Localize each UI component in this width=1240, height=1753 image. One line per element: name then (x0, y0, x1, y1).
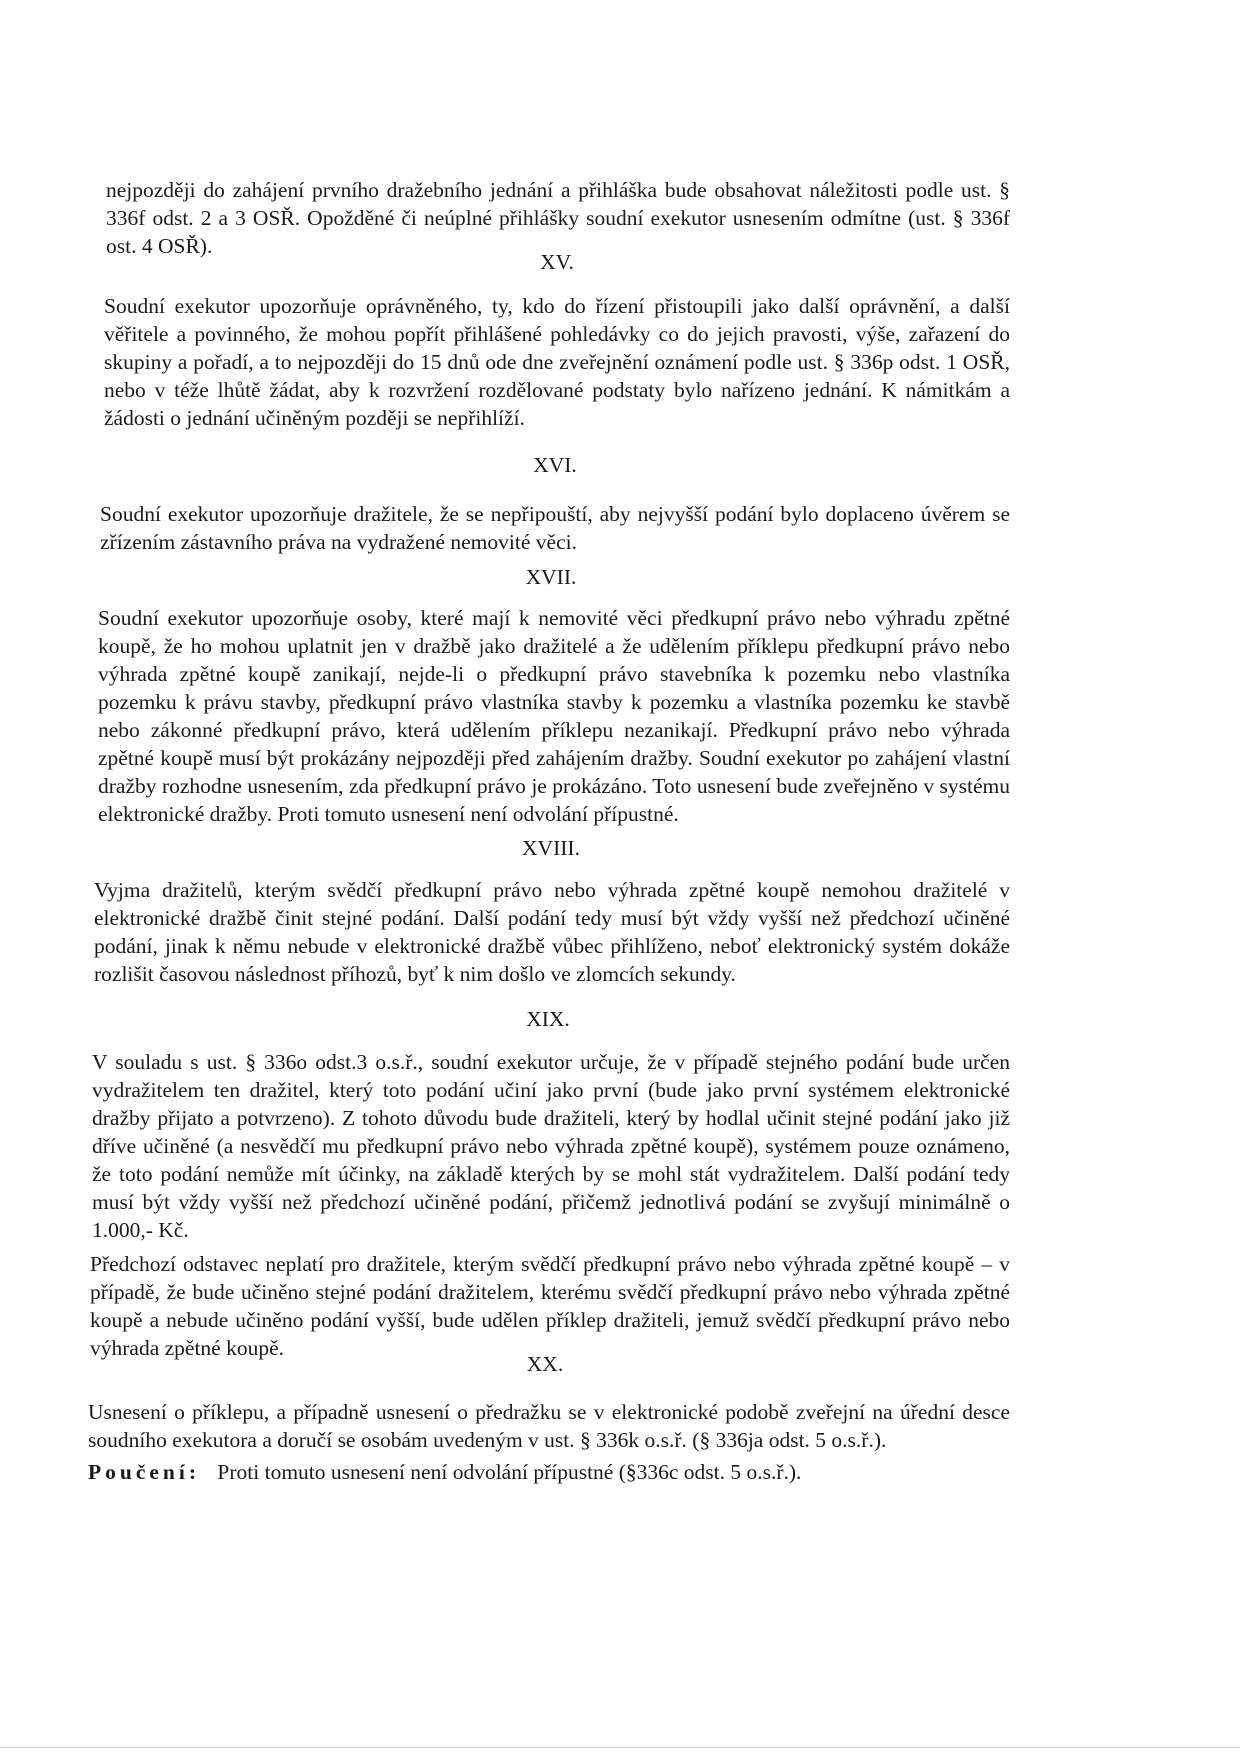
section-xix-paragraph-1: V souladu s ust. § 336o odst.3 o.s.ř., soudní exekutor určuje, že v případě stejného podání bude určen vydražitelem ten dražitel, který toto podání učiní jako první (bude jako první systémem elektronické dražby přijato a potvrzeno). Z tohoto důvodu bude dražiteli, který by hodlal učinit stejné podání jako již dříve učiněné (a nesvědčí mu předkupní právo nebo výhrada zpětné koupě), systémem pouze oznámeno, že toto podání nemůže mít účinky, na základě kterých by se mohl stát vydražitelem. Další podání tedy musí být vždy vyšší než předchozí učiněné podání, přičemž jednotlivá podání se zvyšují minimálně o 1.000,- Kč. (92, 1050, 1010, 1242)
section-xx-paragraph: Usnesení o příklepu, a případně usnesení o předražku se v elektronické podobě zveřejní na úřední desce soudního exekutora a doručí se osobám uvedeným v ust. § 336k o.s.ř. (§ 336ja odst. 5 o.s.ř.). (88, 1400, 1010, 1452)
section-xvii-paragraph: Soudní exekutor upozorňuje osoby, které mají k nemovité věci předkupní právo nebo výhradu zpětné koupě, že ho mohou uplatnit jen v dražbě jako dražitelé a že udělením příklepu předkupní právo nebo výhrada zpětné koupě zanikají, nejde-li o předkupní právo stavebníka k pozemku nebo vlastníka pozemku k právu stavby, předkupní právo vlastníka stavby k pozemku a vlastníka pozemku ke stavbě nebo zákonné předkupní právo, která udělením příklepu nezanikají. Předkupní právo nebo výhrada zpětné koupě musí být prokázány nejpozději před zahájením dražby. Soudní exekutor po zahájení vlastní dražby rozhodne usnesením, zda předkupní právo je prokázáno. Toto usnesení bude zveřejněno v systému elektronické dražby. Proti tomuto usnesení není odvolání přípustné. (98, 606, 1010, 826)
section-heading-xv: XV. (540, 250, 574, 274)
section-heading-xviii: XVIII. (522, 836, 580, 860)
intro-paragraph: nejpozději do zahájení prvního dražebního jednání a přihláška bude obsahovat náležitosti podle ust. § 336f odst. 2 a 3 OSŘ. Opožděné či neúplné přihlášky soudní exekutor usnesením odmítne (ust. § 336f ost. 4 OSŘ). (106, 178, 1010, 258)
instruction-text: Proti tomuto usnesení není odvolání přípustné (§336c odst. 5 o.s.ř.). (217, 1460, 802, 1484)
section-xv-paragraph: Soudní exekutor upozorňuje oprávněného, ty, kdo do řízení přistoupili jako další oprávnění, a další věřitele a povinného, že mohou popřít přihlášené pohledávky co do jejich pravosti, výše, zařazení do skupiny a pořadí, a to nejpozději do 15 dnů ode dne zveřejnění oznámení podle ust. § 336p odst. 1 OSŘ, nebo v téže lhůtě žádat, aby k rozvržení rozdělované podstaty bylo nařízeno jednání. K námitkám a žádosti o jednání učiněným později se nepřihlíží. (104, 294, 1010, 430)
instruction-label: Poučení: (88, 1460, 201, 1484)
section-xix-paragraph-2: Předchozí odstavec neplatí pro dražitele, kterým svědčí předkupní právo nebo výhrada zpětné koupě – v případě, že bude učiněno stejné podání dražitelem, kterému svědčí předkupní právo nebo výhrada zpětné koupě a nebude učiněno podání vyšší, bude udělen příklep dražiteli, jemuž svědčí předkupní právo nebo výhrada zpětné koupě. (90, 1252, 1010, 1360)
scan-edge-line (0, 1747, 1240, 1748)
section-heading-xvi: XVI. (533, 453, 577, 477)
section-heading-xvii: XVII. (525, 565, 577, 589)
section-heading-xx: XX. (526, 1352, 564, 1376)
section-xvi-paragraph: Soudní exekutor upozorňuje dražitele, že se nepřipouští, aby nejvyšší podání bylo doplaceno úvěrem se zřízením zástavního práva na vydražené nemovité věci. (100, 502, 1010, 554)
instruction-line (88, 1458, 1018, 1486)
section-xviii-paragraph: Vyjma dražitelů, kterým svědčí předkupní právo nebo výhrada zpětné koupě nemohou dražitelé v elektronické dražbě činit stejné podání. Další podání tedy musí být vždy vyšší než předchozí učiněné podání, jinak k němu nebude v elektronické dražbě vůbec přihlíženo, neboť elektronický systém dokáže rozlišit časovou následnost příhozů, byť k nim došlo ve zlomcích sekundy. (94, 878, 1010, 986)
section-heading-xix: XIX. (526, 1007, 570, 1031)
